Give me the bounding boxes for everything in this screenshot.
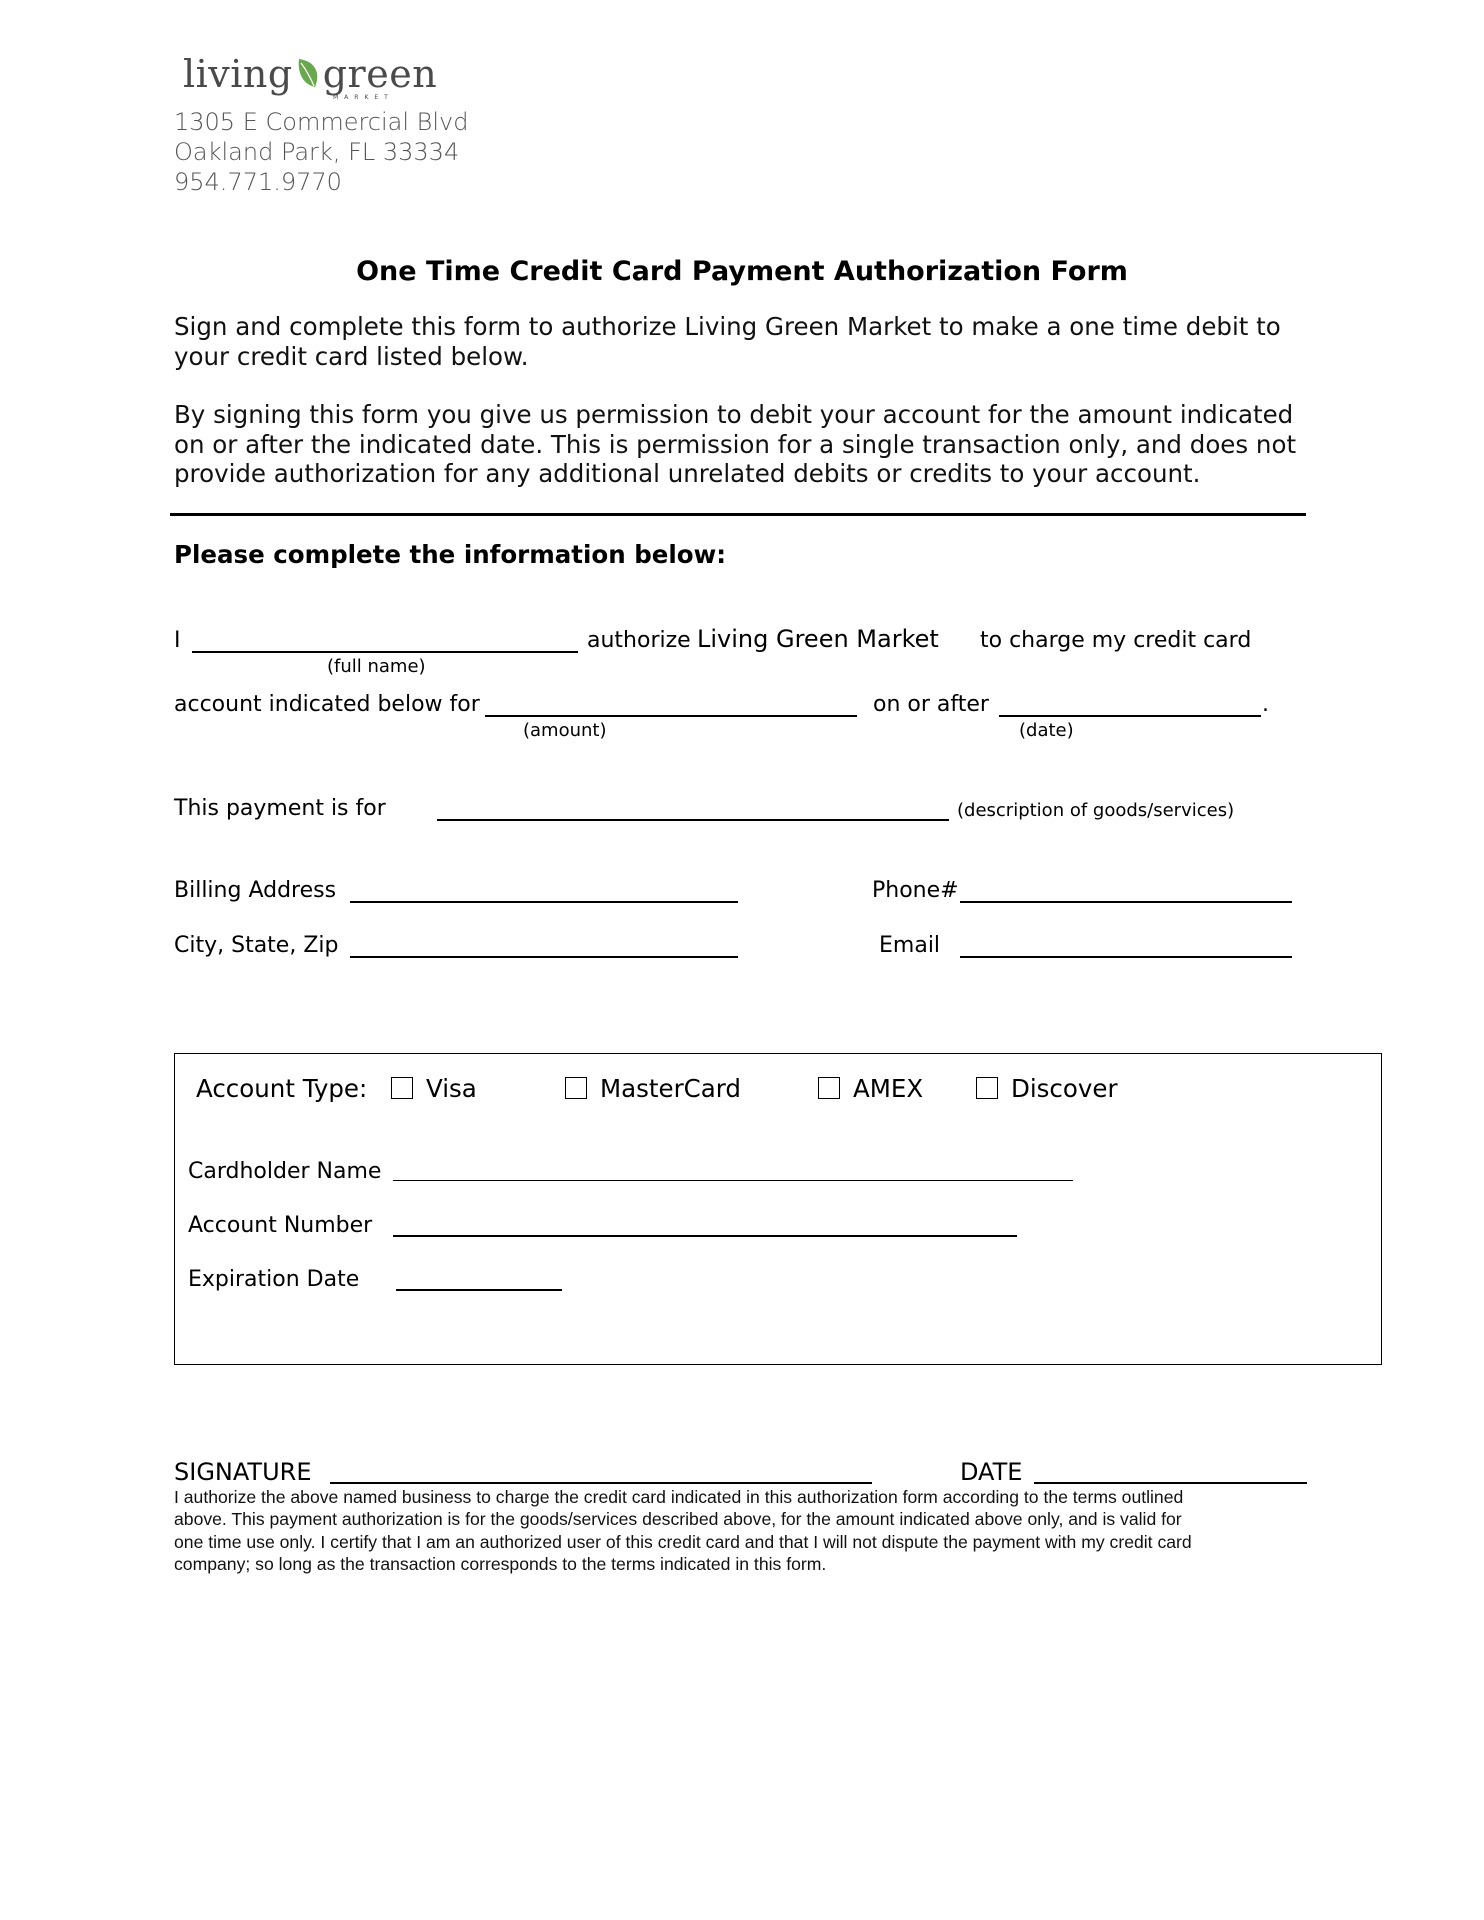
email-field[interactable] (960, 956, 1292, 958)
company-phone: 954.771.9770 (174, 168, 342, 196)
fine-print-line: company; so long as the transaction corresponds to the terms indicated in this form. (174, 1553, 827, 1574)
visa-checkbox[interactable] (391, 1077, 413, 1099)
account-number-label: Account Number (188, 1213, 373, 1238)
fine-print-line: above. This payment authorization is for the goods/services described above, for the amount indicated above only, and is valid for (174, 1509, 1182, 1530)
phone-field[interactable] (960, 901, 1292, 903)
permission-line: on or after the indicated date. This is permission for a single transaction only, and does not (174, 429, 1297, 459)
address-line-2: Oakland Park, FL 33334 (174, 138, 460, 166)
city-state-zip-field[interactable] (350, 956, 738, 958)
form-title: One Time Credit Card Payment Authorization Form (356, 256, 1128, 287)
account-type-label: Account Type: (196, 1074, 368, 1103)
permission-paragraph (174, 400, 1324, 489)
discover-checkbox[interactable] (976, 1077, 998, 1099)
authorize-text: authorize (587, 628, 691, 653)
amount-hint: (amount) (523, 720, 607, 741)
amount-field[interactable] (485, 715, 857, 717)
full-name-field[interactable] (192, 651, 578, 653)
payment-for-label: This payment is for (174, 796, 386, 821)
business-name: Living Green Market (697, 625, 939, 653)
permission-line: provide authorization for any additional unrelated debits or credits to your account. (174, 459, 1201, 488)
logo-word-green: green (322, 52, 438, 96)
intro-paragraph (174, 312, 1324, 371)
address-line-1: 1305 E Commercial Blvd (174, 108, 469, 136)
amex-checkbox[interactable] (818, 1077, 840, 1099)
signature-date-field[interactable] (1034, 1482, 1307, 1484)
amex-label: AMEX (853, 1074, 924, 1103)
signature-label: SIGNATURE (174, 1458, 312, 1486)
company-logo (183, 52, 437, 102)
charge-text: to charge my credit card (980, 628, 1252, 653)
signature-field[interactable] (330, 1482, 872, 1484)
date-hint: (date) (1019, 720, 1074, 741)
fine-print-line: one time use only. I certify that I am an authorized user of this credit card and that I will not dispute the payment with my credit card (174, 1531, 1192, 1552)
intro-line: your credit card listed below. (174, 341, 529, 371)
billing-address-field[interactable] (350, 901, 738, 903)
cardholder-name-field[interactable] (393, 1180, 1073, 1181)
period: . (1262, 692, 1269, 717)
billing-address-label: Billing Address (174, 878, 337, 903)
authorization-fine-print (174, 1486, 1304, 1575)
email-label: Email (879, 933, 941, 958)
mastercard-checkbox[interactable] (565, 1077, 587, 1099)
section-heading: Please complete the information below: (174, 540, 727, 569)
discover-label: Discover (1011, 1074, 1118, 1103)
logo-subtext: MARKET (333, 94, 394, 101)
visa-label: Visa (426, 1074, 477, 1103)
expiration-date-label: Expiration Date (188, 1267, 360, 1292)
leaf-icon (295, 55, 321, 91)
account-indicated-text: account indicated below for (174, 692, 480, 717)
fine-print-line: I authorize the above named business to charge the credit card indicated in this authorization form according to the terms outlined (174, 1487, 1184, 1507)
description-hint: (description of goods/services) (957, 800, 1235, 821)
logo-word-living: living (183, 52, 293, 96)
full-name-hint: (full name) (327, 656, 426, 677)
i-label: I (174, 628, 181, 653)
phone-label: Phone# (872, 878, 959, 903)
section-divider (170, 513, 1306, 516)
permission-line: By signing this form you give us permission to debit your account for the amount indicated (174, 400, 1294, 429)
date-field[interactable] (999, 715, 1261, 717)
cardholder-name-label: Cardholder Name (188, 1159, 382, 1184)
city-state-zip-label: City, State, Zip (174, 933, 339, 958)
payment-description-field[interactable] (437, 819, 949, 821)
on-or-after-text: on or after (873, 692, 989, 717)
intro-line: Sign and complete this form to authorize Living Green Market to make a one time debit to (174, 312, 1281, 341)
date-label: DATE (960, 1458, 1023, 1486)
expiration-date-field[interactable] (396, 1289, 562, 1291)
account-number-field[interactable] (393, 1235, 1017, 1237)
mastercard-label: MasterCard (600, 1074, 741, 1103)
